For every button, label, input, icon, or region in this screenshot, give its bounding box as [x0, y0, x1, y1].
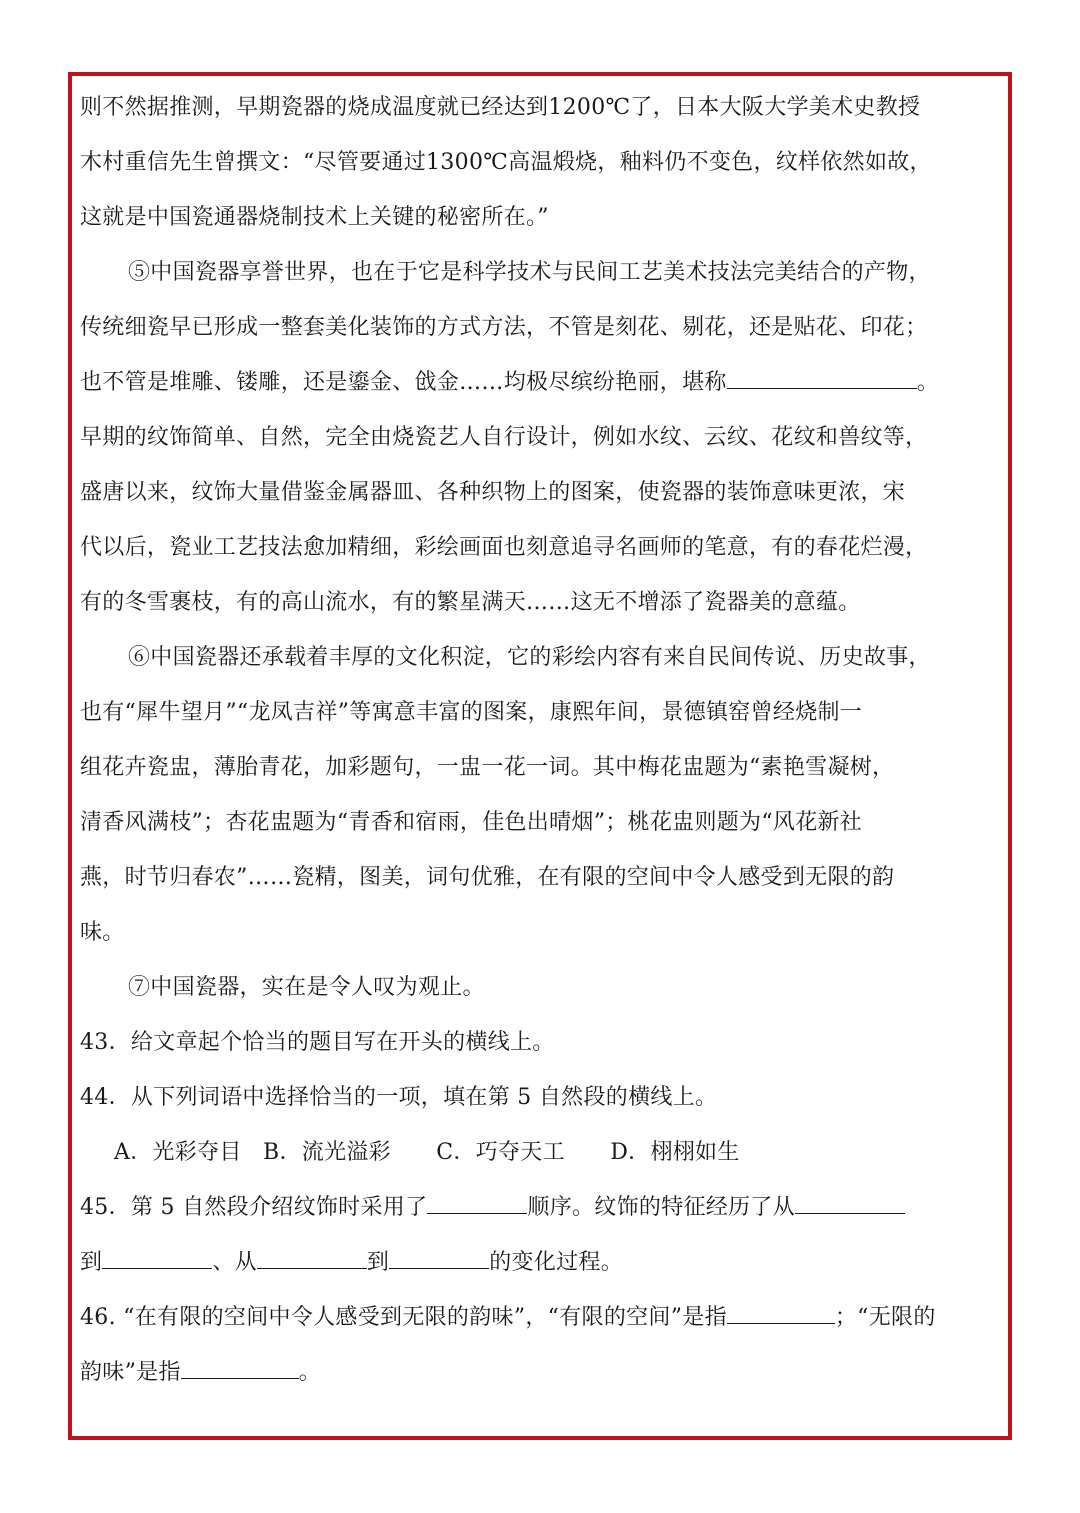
- question-text: 45．第 5 自然段介绍纹饰时采用了: [80, 1195, 428, 1220]
- passage-line: 传统细瓷早已形成一整套美化装饰的方式方法，不管是刻花、剔花，还是贴花、印花；: [80, 315, 928, 340]
- answer-blank[interactable]: [727, 370, 917, 389]
- passage-line: 代以后，瓷业工艺技法愈加精细，彩绘画面也刻意追寻名画师的笔意，有的春花烂漫，: [80, 535, 928, 560]
- answer-blank[interactable]: [102, 1250, 212, 1269]
- answer-blank[interactable]: [257, 1250, 367, 1269]
- passage-line: 燕，时节归春农”……瓷精，图美，词句优雅，在有限的空间中令人感受到无限的韵: [80, 865, 895, 890]
- passage-text: 也不管是堆雕、镂雕，还是鎏金、戗金……均极尽缤纷艳丽，堪称: [80, 370, 727, 395]
- question-text: 、从: [212, 1250, 257, 1275]
- passage-line: 则不然据推测，早期瓷器的烧成温度就已经达到1200℃了，日本大阪大学美术史教授: [80, 95, 921, 120]
- question-text: 韵味”是指: [80, 1360, 181, 1385]
- answer-blank[interactable]: [727, 1305, 835, 1324]
- passage-text: 。: [916, 370, 940, 395]
- passage-line: 盛唐以来，纹饰大量借鉴金属器皿、各种织物上的图案，使瓷器的装饰意味更浓，宋: [80, 480, 906, 505]
- question-text: 。: [298, 1360, 322, 1385]
- passage-line: 也有“犀牛望月”“龙凤吉祥”等寓意丰富的图案，康熙年间，景德镇窑曾经烧制一: [80, 700, 863, 725]
- question-45-line-2: [80, 1235, 1000, 1290]
- option-b[interactable]: B．流光溢彩: [263, 1140, 391, 1165]
- answer-blank[interactable]: [795, 1195, 905, 1214]
- option-d[interactable]: D．栩栩如生: [610, 1140, 740, 1165]
- question-text: 的变化过程。: [489, 1250, 624, 1275]
- question-44-options: [80, 1125, 1000, 1180]
- passage-line: 这就是中国瓷通器烧制技术上关键的秘密所在。”: [80, 205, 549, 230]
- question-text: 顺序。纹饰的特征经历了从: [527, 1195, 795, 1220]
- question-text: 46. “在有限的空间中令人感受到无限的韵味”，“有限的空间”是指: [80, 1305, 727, 1330]
- passage-line: 木村重信先生曾撰文：“尽管要通过1300℃高温煅烧，釉料仍不变色，纹样依然如故，: [80, 150, 932, 175]
- passage-line: 组花卉瓷盅，薄胎青花，加彩题句，一盅一花一词。其中梅花盅题为“素艳雪凝树，: [80, 755, 895, 780]
- passage-line: 清香风满枝”；杏花盅题为“青香和宿雨，佳色出晴烟”；桃花盅则题为“风花新社: [80, 810, 863, 835]
- option-c[interactable]: C．巧夺天工: [436, 1140, 565, 1165]
- question-text: ；“无限的: [834, 1305, 936, 1330]
- question-text: 到: [80, 1250, 103, 1275]
- option-a[interactable]: A．光彩夺目: [114, 1140, 242, 1165]
- question-text: 到: [366, 1250, 390, 1275]
- paragraph-5-start: ⑤中国瓷器享誉世界，也在于它是科学技术与民间工艺美术技法完美结合的产物，: [128, 260, 931, 285]
- answer-blank[interactable]: [181, 1360, 299, 1379]
- question-43: 43．给文章起个恰当的题目写在开头的横线上。: [80, 1030, 555, 1055]
- paragraph-7: ⑦中国瓷器，实在是令人叹为观止。: [128, 975, 485, 1000]
- answer-blank[interactable]: [389, 1250, 489, 1269]
- document-content: [80, 80, 1000, 1400]
- passage-line: 味。: [80, 920, 125, 945]
- question-46-line-2: [80, 1345, 1000, 1400]
- question-45-line-1: [80, 1180, 1000, 1235]
- answer-blank[interactable]: [427, 1195, 527, 1214]
- question-44: 44．从下列词语中选择恰当的一项，填在第 5 自然段的横线上。: [80, 1085, 718, 1110]
- passage-line: 有的冬雪裹枝，有的高山流水，有的繁星满天……这无不增添了瓷器美的意蕴。: [80, 590, 861, 615]
- passage-line: 早期的纹饰简单、自然，完全由烧瓷艺人自行设计，例如水纹、云纹、花纹和兽纹等，: [80, 425, 928, 450]
- question-46-line-1: [80, 1290, 1000, 1345]
- passage-line-with-blank: [80, 355, 1000, 410]
- paragraph-6-start: ⑥中国瓷器还承载着丰厚的文化积淀，它的彩绘内容有来自民间传说、历史故事，: [128, 645, 931, 670]
